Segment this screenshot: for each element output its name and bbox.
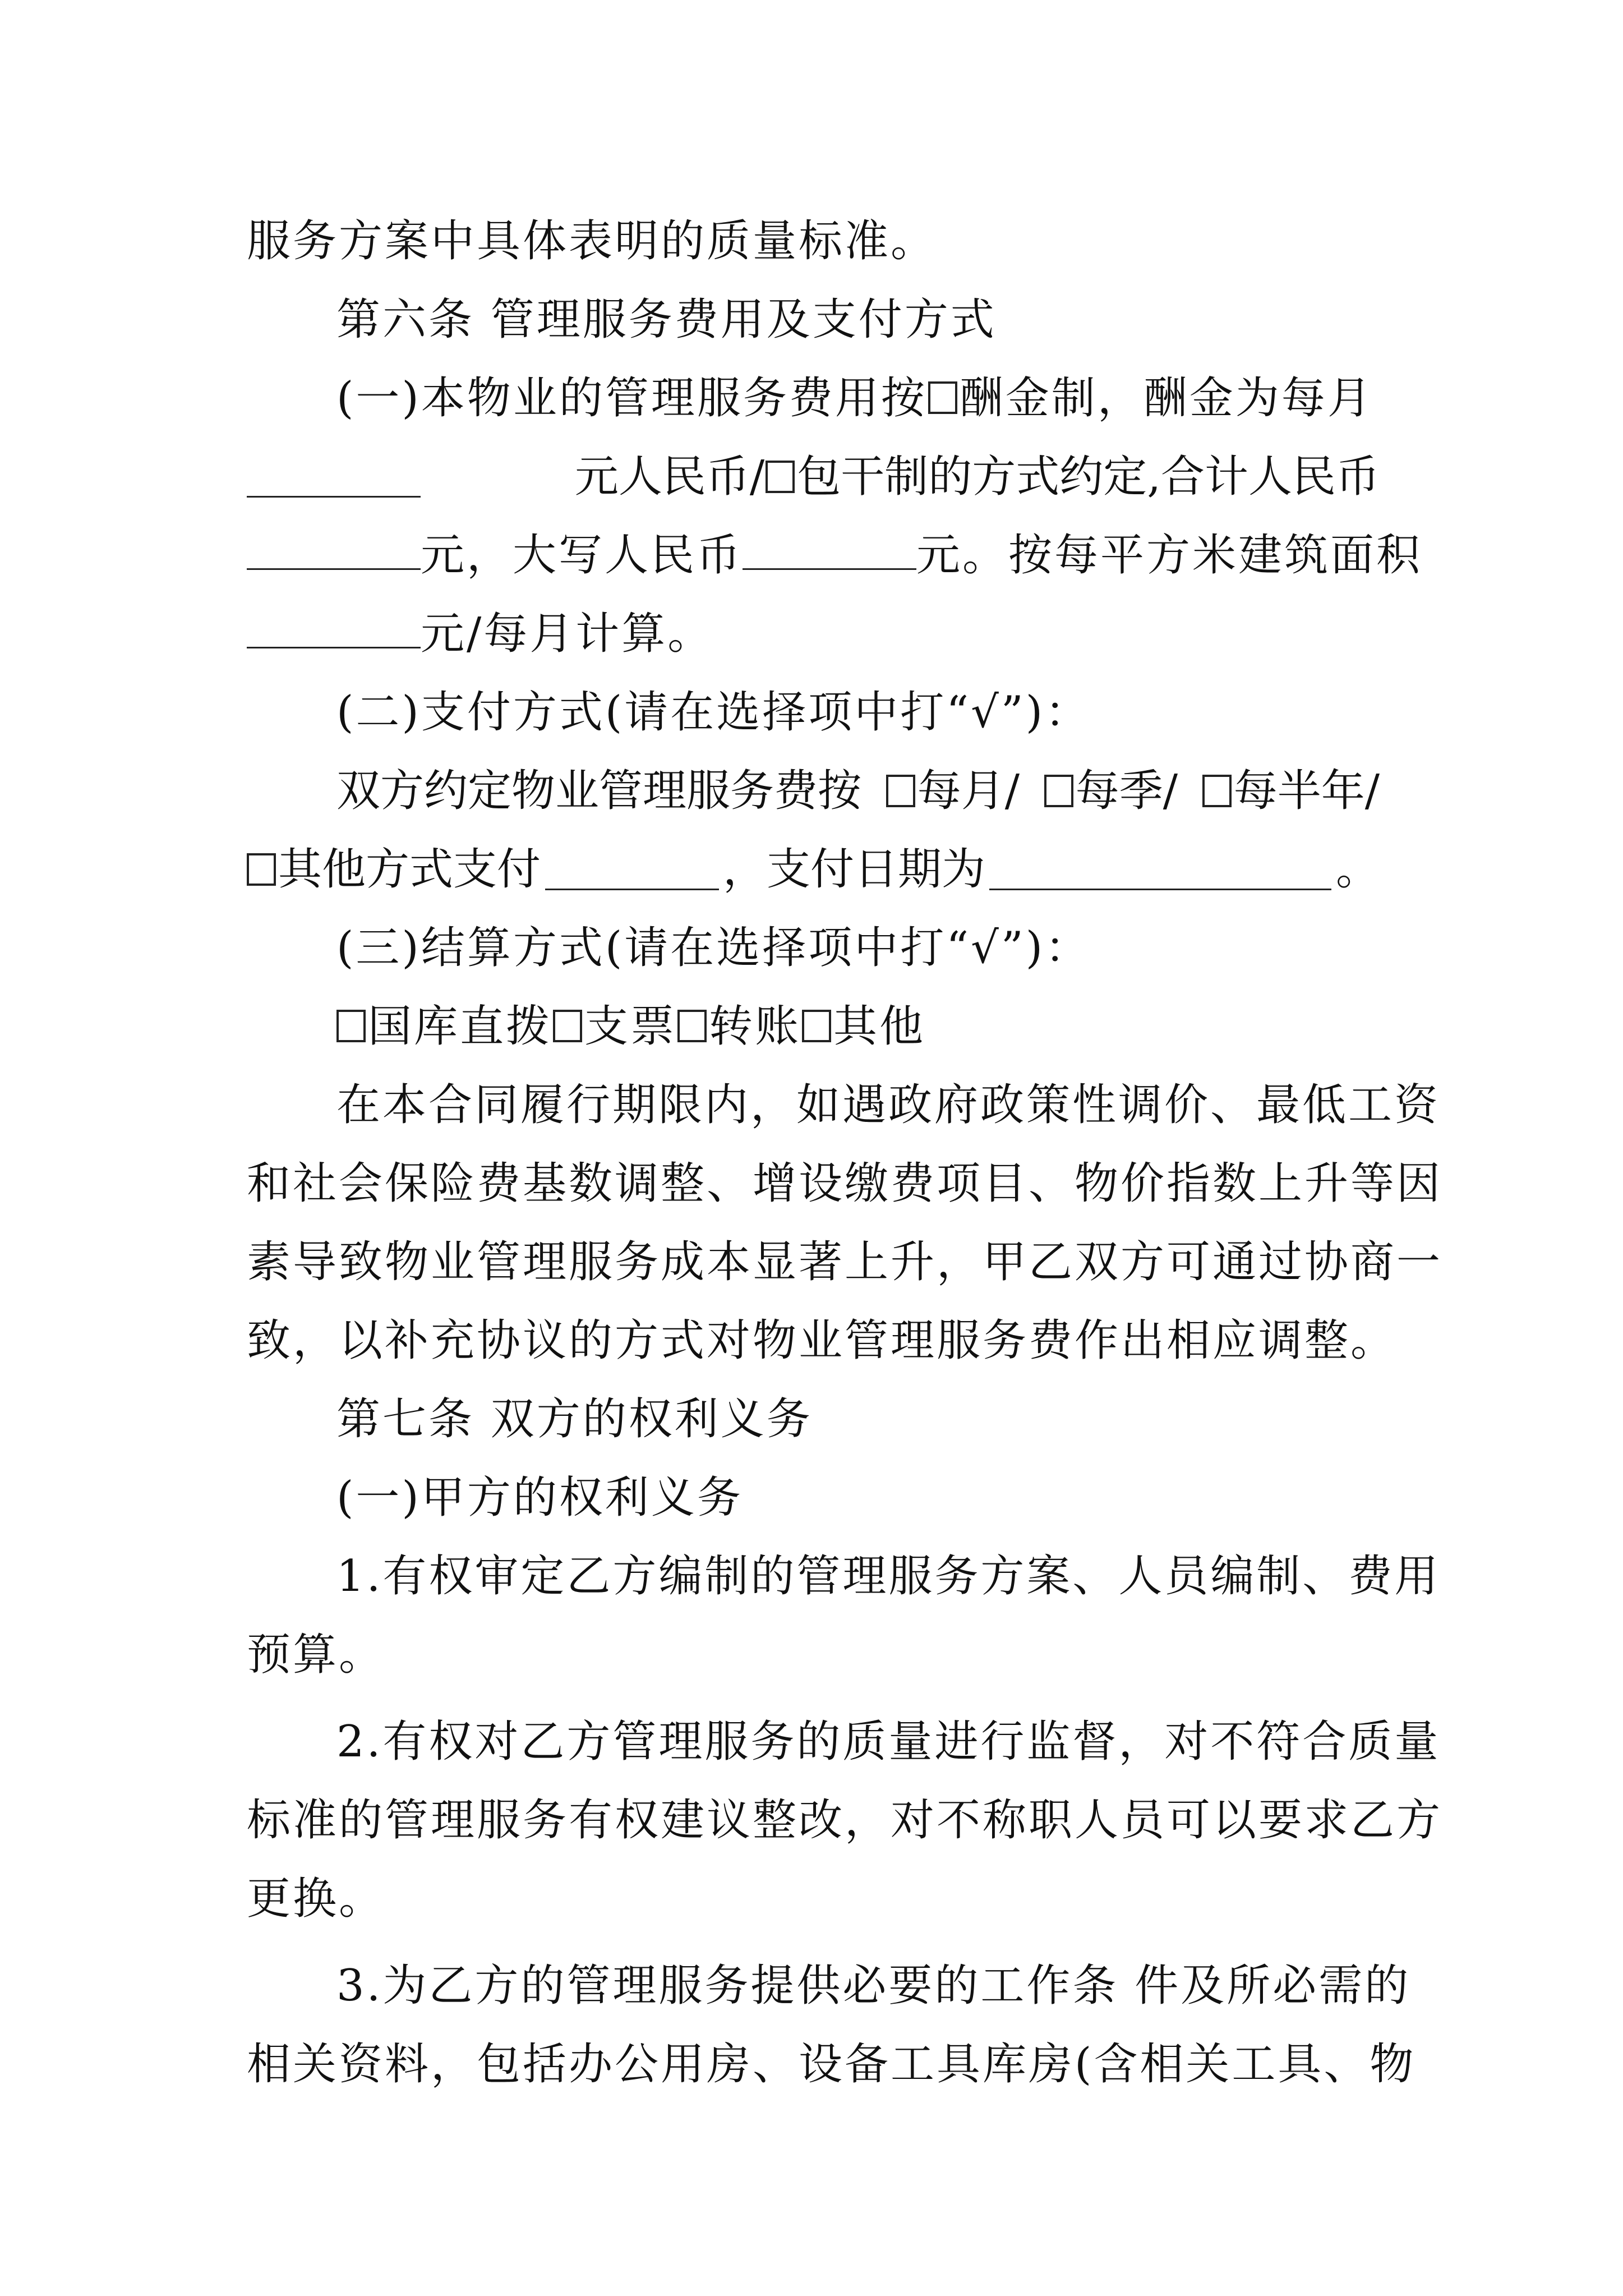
paragraph-line: 更换。 — [247, 1874, 385, 1924]
option-label: 其他方式支付 — [278, 844, 541, 895]
other-payment-method-blank[interactable] — [545, 849, 719, 890]
checkbox-monthly[interactable] — [886, 775, 915, 807]
checkbox-quarterly[interactable] — [1044, 775, 1073, 807]
sentence-end: 。 — [1335, 844, 1380, 895]
fee-clause-text: 元/每月计算。 — [421, 609, 714, 659]
payment-option-half-year — [1201, 760, 1380, 822]
option-label: 其他 — [833, 1001, 926, 1052]
checkbox-commission-system[interactable] — [928, 381, 957, 414]
paragraph-line: 2.有权对乙方管理服务的质量进行监督，对不符合质量 — [336, 1717, 1441, 1767]
subsection-heading: (一)甲方的权利义务 — [336, 1473, 743, 1523]
fee-clause-text: 包干制的方式约定,合计人民币 — [797, 452, 1380, 502]
paragraph-line: 素导致物业管理服务成本显著上升，甲乙双方可通过协商一 — [247, 1237, 1443, 1287]
option-label: 每月/ — [917, 766, 1020, 816]
fee-clause-line-3 — [247, 524, 1423, 586]
fee-clause-text: 元人民币/ — [574, 452, 765, 502]
payment-date-label: ，支付日期为 — [722, 844, 985, 895]
payment-option-quarterly — [1043, 760, 1178, 822]
fee-clause-text: 元。按每平方米建筑面积 — [916, 530, 1423, 581]
settlement-options-line — [336, 996, 1469, 1057]
section-heading-article-7: 第七条 双方的权利义务 — [336, 1394, 813, 1444]
paragraph-line: 服务方案中具体表明的质量标准。 — [247, 216, 937, 266]
fee-clause-text: 酬金制，酬金为每月 — [959, 373, 1373, 424]
checkbox-treasury-direct[interactable] — [336, 1010, 366, 1042]
option-label: 国库直拨 — [368, 1001, 552, 1052]
settlement-method-heading: (三)结算方式(请在选择项中打“√”)： — [336, 923, 1091, 973]
payment-frequency-line — [336, 760, 1380, 822]
fee-clause-text: 元，大写人民币 — [421, 530, 743, 581]
paragraph-line: 3.为乙方的管理服务提供必要的工作条 件及所必需的 — [336, 1961, 1411, 2011]
checkbox-other-settlement[interactable] — [802, 1010, 831, 1042]
checkbox-lump-sum-system[interactable] — [766, 461, 795, 493]
checkbox-half-yearly[interactable] — [1202, 775, 1232, 807]
option-label: 每半年/ — [1233, 766, 1380, 816]
amount-in-words-blank[interactable] — [743, 529, 916, 570]
fee-clause-line-1 — [336, 367, 1380, 429]
section-heading-article-6: 第六条 管理服务费用及支付方式 — [336, 295, 997, 345]
checkbox-cheque[interactable] — [553, 1010, 582, 1042]
payment-option-monthly — [885, 760, 1020, 822]
payment-frequency-text: 双方约定物业管理服务费按 — [336, 766, 862, 816]
checkbox-transfer[interactable] — [677, 1010, 707, 1042]
option-label: 转账 — [709, 1001, 801, 1052]
monthly-fee-blank[interactable] — [247, 457, 421, 498]
fee-clause-segment — [575, 446, 1380, 508]
payment-method-heading: (二)支付方式(请在选择项中打“√”)： — [336, 687, 1091, 738]
option-label: 支票 — [584, 1001, 677, 1052]
payment-date-blank[interactable] — [989, 849, 1331, 890]
paragraph-line: 1.有权审定乙方编制的管理服务方案、人员编制、费用 — [336, 1551, 1441, 1602]
paragraph-line: 标准的管理服务有权建议整改，对不称职人员可以要求乙方 — [247, 1795, 1443, 1846]
fee-clause-text: (一)本物业的管理服务费用按 — [336, 373, 927, 424]
paragraph-line: 相关资料，包括办公用房、设备工具库房(含相关工具、物 — [247, 2039, 1416, 2090]
payment-option-other — [247, 839, 541, 900]
paragraph-line: 预算。 — [247, 1630, 385, 1680]
payment-other-line — [247, 839, 1380, 900]
paragraph-line: 在本合同履行期限内，如遇政府政策性调价、最低工资 — [336, 1080, 1441, 1130]
fee-clause-line-2 — [247, 446, 1380, 508]
paragraph-line: 致，以补充协议的方式对物业管理服务费作出相应调整。 — [247, 1315, 1397, 1366]
fee-clause-line-4 — [247, 603, 1380, 665]
option-label: 每季/ — [1075, 766, 1178, 816]
checkbox-other-payment[interactable] — [247, 853, 276, 886]
total-amount-blank[interactable] — [247, 529, 421, 570]
paragraph-line: 和社会保险费基数调整、增设缴费项目、物价指数上升等因 — [247, 1158, 1443, 1209]
per-square-meter-fee-blank[interactable] — [247, 608, 421, 648]
